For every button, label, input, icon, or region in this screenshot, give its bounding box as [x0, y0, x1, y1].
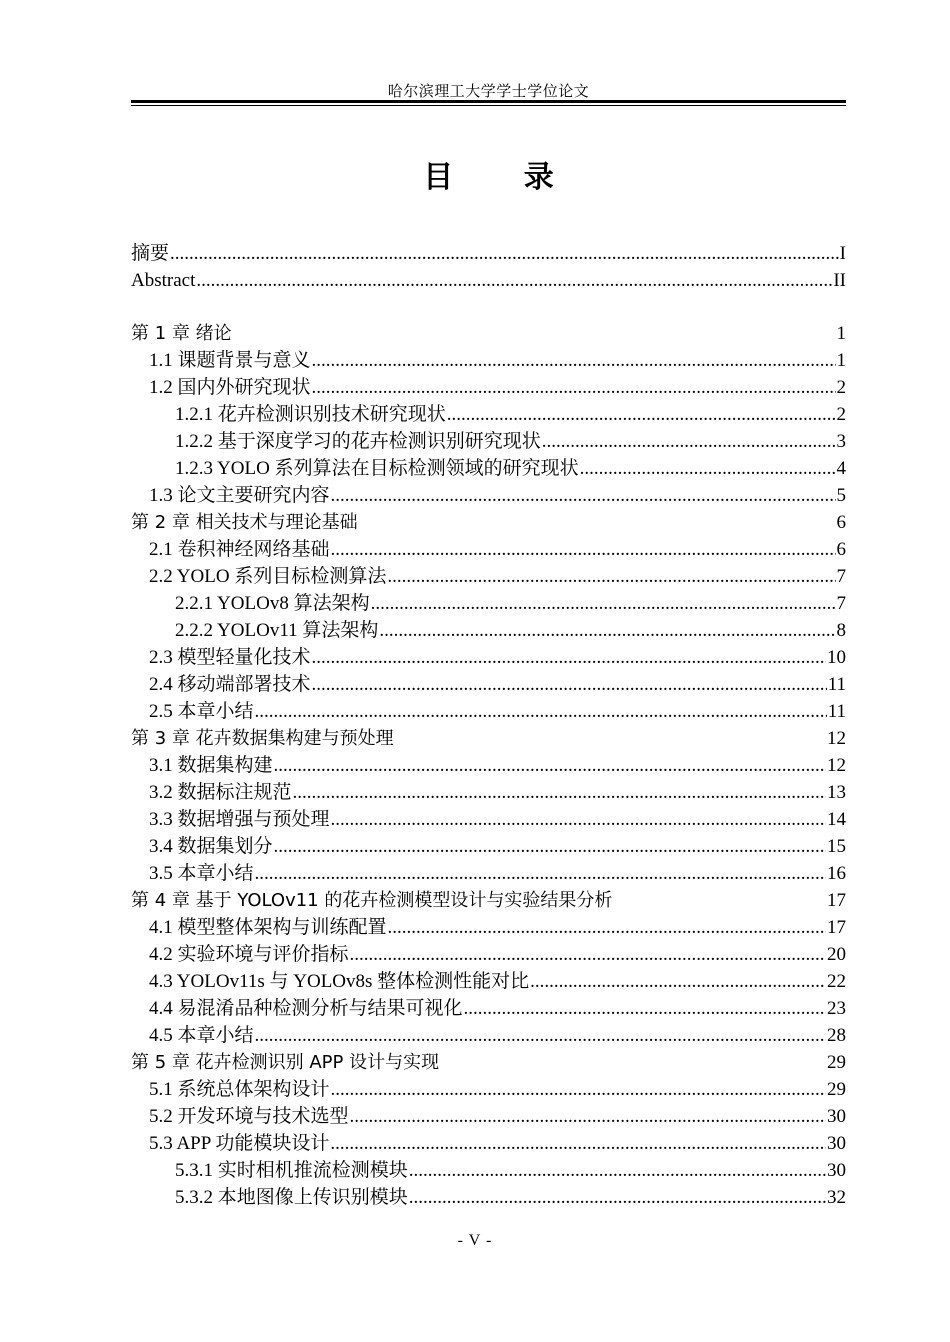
toc-entry-title: 3.4 数据集划分: [149, 836, 273, 857]
toc-entry-title: 4.4 易混淆品种检测分析与结果可视化: [149, 998, 463, 1019]
toc-page-number: 3: [836, 431, 846, 452]
toc-dot-leader: [387, 563, 835, 590]
toc-entry-title: Abstract: [131, 270, 196, 291]
toc-entry[interactable]: [131, 914, 846, 941]
toc-entry-title: 4.5 本章小结: [149, 1025, 254, 1046]
toc-page-number: 13: [827, 782, 846, 803]
toc-entry[interactable]: [131, 482, 846, 509]
toc-page-number: II: [833, 270, 846, 291]
toc-page-number: 2: [836, 377, 846, 398]
toc-dot-leader: [196, 267, 832, 294]
toc-dot-leader: [330, 1130, 826, 1157]
toc-page-number: 1: [836, 323, 846, 344]
toc-entry-title: 1.2.1 花卉检测识别技术研究现状: [175, 404, 446, 425]
toc-page-number: 10: [827, 647, 846, 668]
toc-entry[interactable]: [131, 536, 846, 563]
toc-entry-title: 4.2 实验环境与评价指标: [149, 944, 349, 965]
toc-dot-leader: [331, 806, 826, 833]
toc-entry[interactable]: [131, 267, 846, 294]
toc-chapter-entry[interactable]: [131, 725, 846, 752]
toc-entry-title: 1.2.2 基于深度学习的花卉检测识别研究现状: [175, 431, 541, 452]
toc-dot-leader: [274, 833, 826, 860]
toc-dot-leader: [274, 752, 826, 779]
toc-entry-title: 5.1 系统总体架构设计: [149, 1079, 330, 1100]
toc-page-number: 12: [827, 728, 846, 749]
toc-entry[interactable]: [131, 671, 846, 698]
toc-entry-title: 1.2.3 YOLO 系列算法在目标检测领域的研究现状: [175, 458, 579, 479]
toc-dot-leader: [542, 428, 836, 455]
toc-chapter-entry[interactable]: [131, 320, 846, 347]
toc-gap: [131, 294, 846, 320]
toc-dot-leader: [379, 617, 835, 644]
toc-page-number: 11: [827, 701, 846, 722]
toc-entry-title: 1.2 国内外研究现状: [149, 377, 311, 398]
toc-entry-title: 第 3 章 花卉数据集构建与预处理: [131, 728, 394, 749]
toc-entry-title: 第 2 章 相关技术与理论基础: [131, 512, 358, 533]
toc-page-number: I: [839, 243, 846, 264]
toc-dot-leader: [255, 698, 827, 725]
toc-entry-title: 1.1 课题背景与意义: [149, 350, 311, 371]
toc-entry-title: 3.3 数据增强与预处理: [149, 809, 330, 830]
toc-entry-title: 4.3 YOLOv11s 与 YOLOv8s 整体检测性能对比: [149, 971, 530, 992]
toc-entry[interactable]: [131, 617, 846, 644]
toc-entry-title: 2.4 移动端部署技术: [149, 674, 311, 695]
toc-page-number: 6: [836, 539, 846, 560]
toc-entry-title: 3.5 本章小结: [149, 863, 254, 884]
toc-page-number: 11: [827, 674, 846, 695]
toc-dot-leader: [350, 941, 826, 968]
toc-entry[interactable]: [131, 563, 846, 590]
toc-entry-title: 2.2 YOLO 系列目标检测算法: [149, 566, 387, 587]
toc-dot-leader: [170, 240, 839, 267]
toc-page-number: 29: [827, 1052, 846, 1073]
toc-dot-leader: [580, 455, 836, 482]
toc-entry-title: 4.1 模型整体架构与训练配置: [149, 917, 387, 938]
toc-dot-leader: [312, 374, 836, 401]
toc-page-number: 12: [827, 755, 846, 776]
toc-dot-leader: [331, 536, 836, 563]
toc-entry-title: 2.2.1 YOLOv8 算法架构: [175, 593, 370, 614]
toc-page-number: 4: [836, 458, 846, 479]
toc-entry[interactable]: [131, 779, 846, 806]
toc-title: 目 录: [423, 160, 584, 195]
header-rule-thin: [131, 105, 846, 106]
toc-entry-title: 1.3 论文主要研究内容: [149, 485, 330, 506]
toc-dot-leader: [312, 644, 826, 671]
toc-page-number: 30: [827, 1160, 846, 1181]
toc-page-number: 7: [836, 593, 846, 614]
toc-entry-title: 2.1 卷积神经网络基础: [149, 539, 330, 560]
page-number: - V -: [457, 1232, 493, 1249]
toc-entry-title: 第 4 章 基于 YOLOv11 的花卉检测模型设计与实验结果分析: [131, 890, 613, 911]
toc-entry[interactable]: [131, 347, 846, 374]
toc-dot-leader: [409, 1184, 826, 1211]
toc-entry[interactable]: [131, 428, 846, 455]
toc-entry[interactable]: [131, 455, 846, 482]
toc-entry-title: 5.3.2 本地图像上传识别模块: [175, 1187, 408, 1208]
toc-page-number: 28: [827, 1025, 846, 1046]
toc-entry[interactable]: [131, 240, 846, 267]
toc-dot-leader: [388, 914, 826, 941]
toc-page-number: 17: [827, 917, 846, 938]
toc-entry[interactable]: [131, 1103, 846, 1130]
toc-page-number: 30: [827, 1133, 846, 1154]
toc-entry[interactable]: [131, 1022, 846, 1049]
toc-dot-leader: [312, 671, 827, 698]
toc-entry-title: 2.3 模型轻量化技术: [149, 647, 311, 668]
table-of-contents: [131, 240, 846, 1211]
toc-entry-title: 2.2.2 YOLOv11 算法架构: [175, 620, 379, 641]
toc-entry-title: 3.1 数据集构建: [149, 755, 273, 776]
toc-page-number: 5: [836, 485, 846, 506]
toc-dot-leader: [371, 590, 836, 617]
toc-dot-leader: [255, 1022, 826, 1049]
toc-chapter-entry[interactable]: [131, 509, 846, 536]
toc-entry-title: 2.5 本章小结: [149, 701, 254, 722]
toc-entry[interactable]: [131, 1157, 846, 1184]
toc-front-matter: [131, 240, 846, 294]
toc-page-number: 2: [836, 404, 846, 425]
toc-entry[interactable]: [131, 860, 846, 887]
header-rule-thick: [131, 100, 846, 103]
toc-page-number: 7: [836, 566, 846, 587]
toc-entry[interactable]: [131, 374, 846, 401]
toc-entry[interactable]: [131, 995, 846, 1022]
toc-page-number: 16: [827, 863, 846, 884]
toc-page-number: 22: [827, 971, 846, 992]
toc-entry[interactable]: [131, 833, 846, 860]
toc-page-number: 15: [827, 836, 846, 857]
toc-dot-leader: [447, 401, 836, 428]
toc-dot-leader: [331, 482, 836, 509]
toc-chapter-entry[interactable]: [131, 1049, 846, 1076]
toc-page-number: 29: [827, 1079, 846, 1100]
toc-entry-title: 第 5 章 花卉检测识别 APP 设计与实现: [131, 1052, 440, 1073]
toc-entry[interactable]: [131, 752, 846, 779]
toc-entry-title: 摘要: [131, 243, 170, 264]
toc-dot-leader: [331, 1076, 826, 1103]
toc-dot-leader: [312, 347, 836, 374]
toc-dot-leader: [530, 968, 826, 995]
toc-entry[interactable]: [131, 1076, 846, 1103]
toc-dot-leader: [255, 860, 826, 887]
toc-dot-leader: [293, 779, 826, 806]
toc-chapter-entry[interactable]: [131, 887, 846, 914]
toc-entry-title: 5.3 APP 功能模块设计: [149, 1133, 330, 1154]
toc-page-number: 17: [827, 890, 846, 911]
toc-entry[interactable]: [131, 806, 846, 833]
toc-entry[interactable]: [131, 941, 846, 968]
toc-dot-leader: [464, 995, 826, 1022]
toc-entry[interactable]: [131, 401, 846, 428]
toc-page-number: 8: [836, 620, 846, 641]
toc-page-number: 30: [827, 1106, 846, 1127]
toc-entry-title: 5.3.1 实时相机推流检测模块: [175, 1160, 408, 1181]
toc-page-number: 32: [827, 1187, 846, 1208]
toc-entry[interactable]: [131, 590, 846, 617]
running-header: 哈尔滨理工大学学士学位论文: [387, 84, 590, 100]
toc-page-number: 1: [836, 350, 846, 371]
toc-entry[interactable]: [131, 698, 846, 725]
toc-entry[interactable]: [131, 1184, 846, 1211]
toc-entry[interactable]: [131, 644, 846, 671]
toc-dot-leader: [409, 1157, 826, 1184]
toc-page-number: 6: [836, 512, 846, 533]
toc-entry[interactable]: [131, 1130, 846, 1157]
toc-page-number: 14: [827, 809, 846, 830]
toc-dot-leader: [350, 1103, 826, 1130]
toc-page-number: 20: [827, 944, 846, 965]
toc-entry-title: 5.2 开发环境与技术选型: [149, 1106, 349, 1127]
toc-entry-title: 第 1 章 绪论: [131, 323, 232, 344]
toc-entry[interactable]: [131, 968, 846, 995]
toc-entry-title: 3.2 数据标注规范: [149, 782, 292, 803]
toc-page-number: 23: [827, 998, 846, 1019]
toc-entries: [131, 320, 846, 1211]
